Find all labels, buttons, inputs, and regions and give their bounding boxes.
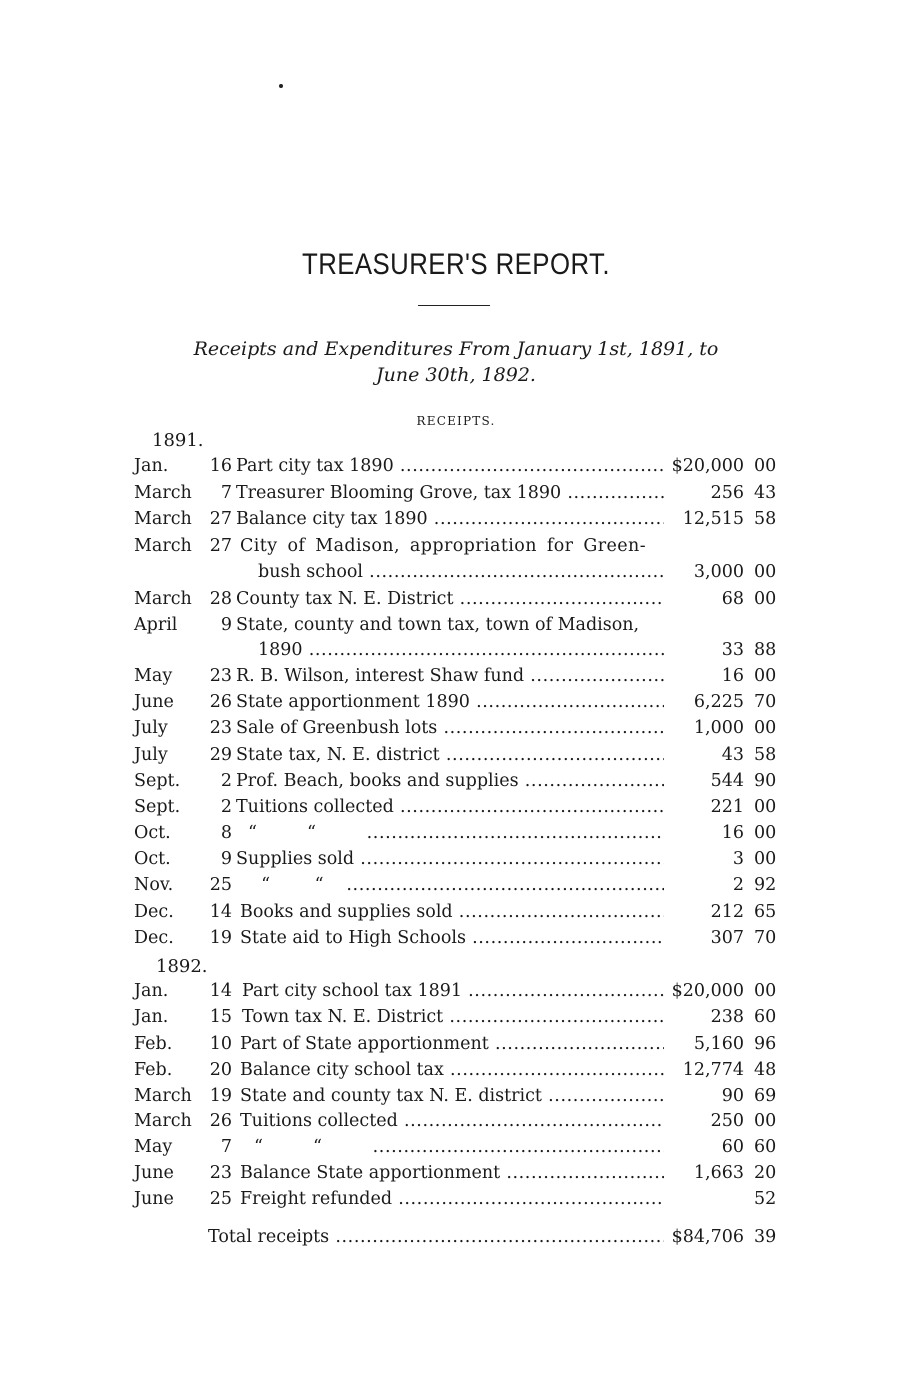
row-cents: 00	[754, 797, 777, 817]
table-row	[0, 745, 912, 771]
row-month: June	[134, 1189, 174, 1209]
row-day: 15	[209, 1007, 232, 1027]
table-row	[0, 1111, 912, 1137]
row-day: 23	[209, 1163, 232, 1183]
row-month: Feb.	[134, 1034, 173, 1054]
row-description-continued: 1890 .....	[258, 640, 664, 660]
table-row	[0, 928, 912, 954]
year-heading-1892: 1892.	[156, 956, 208, 977]
row-description: Town tax N. E. District .....	[242, 1007, 664, 1027]
row-day: 26	[209, 1111, 232, 1131]
row-description: Supplies sold .....	[236, 849, 664, 869]
row-cents: 20	[754, 1163, 777, 1183]
row-day: 8	[220, 823, 232, 843]
row-dollars: 238	[710, 1007, 744, 1027]
row-dollars: 33	[721, 640, 744, 660]
row-description: Tuitions collected .....	[240, 1111, 664, 1131]
row-dollars: 60	[721, 1137, 744, 1157]
row-day: 9	[220, 615, 232, 635]
row-month: March	[134, 1111, 192, 1131]
row-description: Freight refunded .....	[240, 1189, 664, 1209]
row-cents: 00	[754, 718, 777, 738]
table-row	[0, 589, 912, 615]
row-cents: 58	[754, 745, 777, 765]
row-description: State apportionment 1890 .....	[236, 692, 664, 712]
row-day: 14	[209, 981, 232, 1001]
row-dollars: 3	[732, 849, 744, 869]
table-row-continuation	[0, 562, 912, 588]
row-cents: 70	[754, 928, 777, 948]
table-row	[0, 849, 912, 875]
row-cents: 00	[754, 823, 777, 843]
row-cents: 60	[754, 1007, 777, 1027]
row-month: March	[134, 483, 192, 503]
row-dollars: 3,000	[693, 562, 744, 582]
row-dollars: 43	[721, 745, 744, 765]
row-day: 14	[209, 902, 232, 922]
row-dollars: 16	[721, 666, 744, 686]
table-row	[0, 1163, 912, 1189]
row-day: 23	[209, 718, 232, 738]
row-month: June	[134, 692, 174, 712]
row-description: Sale of Greenbush lots .....	[236, 718, 664, 738]
row-description: Books and supplies sold .....	[240, 902, 664, 922]
row-month: May	[134, 1137, 173, 1157]
row-dollars: 256	[710, 483, 744, 503]
row-day: 7	[220, 483, 232, 503]
row-dollars: 307	[710, 928, 744, 948]
row-day: 19	[209, 1086, 232, 1106]
row-description: State aid to High Schools .....	[240, 928, 664, 948]
subtitle-line-2: June 30th, 1892.	[376, 364, 536, 386]
row-month: April	[134, 615, 178, 635]
table-row	[0, 1034, 912, 1060]
row-dollars: 12,774	[682, 1060, 744, 1080]
row-dollars: 221	[710, 797, 744, 817]
row-description: Treasurer Blooming Grove, tax 1890 .....	[236, 483, 664, 503]
table-row	[0, 823, 912, 849]
row-month: March	[134, 509, 192, 529]
row-cents: 92	[754, 875, 777, 895]
row-cents: 96	[754, 1034, 777, 1054]
row-day: 27	[209, 536, 232, 556]
row-dollars: 16	[721, 823, 744, 843]
table-row	[0, 615, 912, 641]
row-dollars: 6,225	[693, 692, 744, 712]
row-cents: 60	[754, 1137, 777, 1157]
row-month: Dec.	[134, 928, 174, 948]
table-row	[0, 718, 912, 744]
row-day: 25	[209, 1189, 232, 1209]
row-description: Balance State apportionment .....	[240, 1163, 664, 1183]
row-day: 16	[209, 456, 232, 476]
row-description: State and county tax N. E. district .....	[240, 1086, 664, 1106]
total-dollars: $84,706	[671, 1227, 744, 1247]
row-month: Sept.	[134, 771, 181, 791]
row-dollars: 212	[710, 902, 744, 922]
row-cents: 69	[754, 1086, 777, 1106]
row-cents: 00	[754, 562, 777, 582]
table-row	[0, 509, 912, 535]
ink-speck	[279, 84, 283, 88]
row-description: Part city tax 1890 .....	[236, 456, 664, 476]
row-description: State, county and town tax, town of Madison,	[236, 615, 640, 635]
row-cents: 00	[754, 666, 777, 686]
row-description: Part city school tax 1891 .....	[242, 981, 664, 1001]
row-dollars: 5,160	[693, 1034, 744, 1054]
subtitle-line-1: Receipts and Expenditures From January 1st, 1891, to	[193, 338, 719, 360]
row-month: Oct.	[134, 823, 171, 843]
row-day: 26	[209, 692, 232, 712]
row-month: March	[134, 589, 192, 609]
row-month: June	[134, 1163, 174, 1183]
row-month: Oct.	[134, 849, 171, 869]
table-row	[0, 692, 912, 718]
row-cents: 00	[754, 1111, 777, 1131]
row-day: 2	[220, 797, 232, 817]
row-cents: 65	[754, 902, 777, 922]
page-subtitle	[150, 336, 762, 388]
table-row	[0, 536, 912, 562]
table-row	[0, 483, 912, 509]
row-day: 19	[209, 928, 232, 948]
row-day: 29	[209, 745, 232, 765]
row-cents: 52	[754, 1189, 777, 1209]
row-description: State tax, N. E. district .....	[236, 745, 664, 765]
section-heading: RECEIPTS.	[416, 414, 496, 428]
row-cents: 00	[754, 981, 777, 1001]
table-row	[0, 666, 912, 692]
row-month: Nov.	[134, 875, 174, 895]
row-dollars: 2	[732, 875, 744, 895]
row-description: “ “ .....	[250, 875, 664, 895]
row-description: R. B. Wilson, interest Shaw fund .....	[236, 666, 664, 686]
row-month: July	[134, 718, 168, 738]
row-dollars: 90	[721, 1086, 744, 1106]
row-month: March	[134, 1086, 192, 1106]
row-cents: 88	[754, 640, 777, 660]
row-dollars: 250	[710, 1111, 744, 1131]
row-description: Part of State apportionment .....	[240, 1034, 664, 1054]
row-day: 20	[209, 1060, 232, 1080]
row-day: 27	[209, 509, 232, 529]
row-day: 28	[209, 589, 232, 609]
row-dollars: 1,000	[693, 718, 744, 738]
total-cents: 39	[754, 1227, 777, 1247]
table-row	[0, 771, 912, 797]
table-row	[0, 797, 912, 823]
row-month: May	[134, 666, 173, 686]
row-month: Dec.	[134, 902, 174, 922]
row-cents: 70	[754, 692, 777, 712]
table-row-continuation	[0, 640, 912, 666]
row-description: “ “ .....	[254, 1137, 664, 1157]
row-cents: 58	[754, 509, 777, 529]
row-cents: 00	[754, 456, 777, 476]
row-cents: 48	[754, 1060, 777, 1080]
row-description: County tax N. E. District .....	[236, 589, 664, 609]
row-cents: 00	[754, 849, 777, 869]
row-dollars: $20,000	[671, 456, 744, 476]
table-row	[0, 1189, 912, 1215]
table-row	[0, 1060, 912, 1086]
table-row	[0, 875, 912, 901]
row-month: March	[134, 536, 192, 556]
row-day: 23	[209, 666, 232, 686]
table-row	[0, 1007, 912, 1033]
row-month: Jan.	[134, 981, 169, 1001]
row-description-continued: bush school .....	[258, 562, 664, 582]
row-cents: 00	[754, 589, 777, 609]
row-description: Tuitions collected .....	[236, 797, 664, 817]
table-row	[0, 456, 912, 482]
row-month: July	[134, 745, 168, 765]
row-month: Feb.	[134, 1060, 173, 1080]
row-description: City of Madison, appropriation for Green-	[240, 536, 647, 556]
row-month: Jan.	[134, 1007, 169, 1027]
table-row	[0, 902, 912, 928]
page-title: TREASURER'S REPORT.	[302, 248, 610, 281]
year-heading-1891: 1891.	[152, 430, 204, 451]
row-description: Prof. Beach, books and supplies .....	[236, 771, 664, 791]
row-cents: 43	[754, 483, 777, 503]
row-dollars: $20,000	[671, 981, 744, 1001]
row-day: 25	[209, 875, 232, 895]
row-day: 10	[209, 1034, 232, 1054]
row-description: Balance city school tax .....	[240, 1060, 664, 1080]
row-description: “ “ .....	[248, 823, 664, 843]
row-dollars: 1,663	[693, 1163, 744, 1183]
row-description: Balance city tax 1890 .....	[236, 509, 664, 529]
total-row	[0, 1227, 912, 1253]
table-row	[0, 1086, 912, 1112]
row-dollars: 12,515	[682, 509, 744, 529]
row-day: 7	[220, 1137, 232, 1157]
total-label: Total receipts .....	[208, 1227, 664, 1247]
row-dollars: 544	[710, 771, 744, 791]
title-rule	[418, 305, 490, 306]
table-row	[0, 981, 912, 1007]
table-row	[0, 1137, 912, 1163]
row-cents: 90	[754, 771, 777, 791]
row-dollars: 68	[721, 589, 744, 609]
row-day: 9	[220, 849, 232, 869]
row-month: Jan.	[134, 456, 169, 476]
row-day: 2	[220, 771, 232, 791]
row-month: Sept.	[134, 797, 181, 817]
